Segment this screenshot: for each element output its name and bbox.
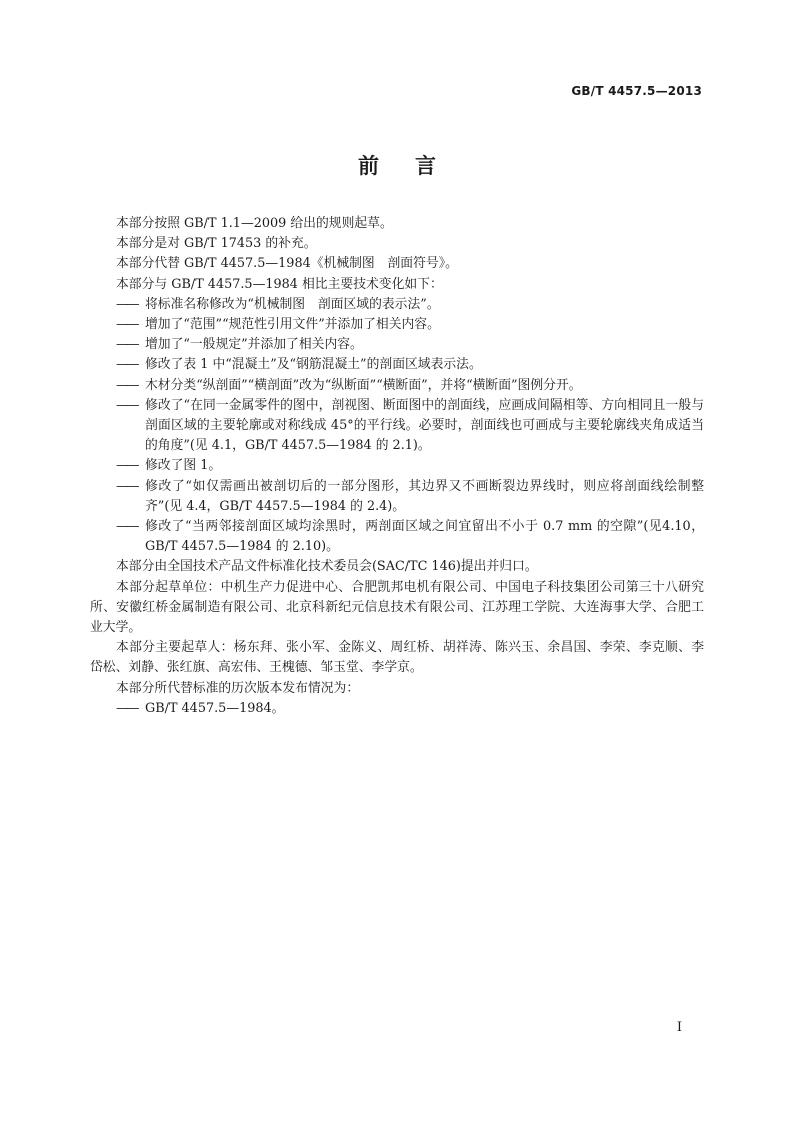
change-item-text: 将标准名称修改为“机械制图 剖面区域的表示法”。: [145, 296, 440, 312]
dash-marker: ——: [116, 296, 138, 312]
change-item: [90, 295, 704, 315]
change-item-text: GB/T 4457.5—1984。: [145, 700, 285, 716]
change-item: [90, 477, 704, 517]
change-item: [90, 315, 704, 335]
change-item-text: 增加了“一般规定”并添加了相关内容。: [145, 337, 363, 353]
dash-marker: ——: [116, 458, 138, 474]
change-item-text: 修改了“在同一金属零件的图中，剖视图、断面图中的剖面线，应画成间隔相等、方向相同且一般与剖面区域的主要轮廓或对称线成 45°的平行线。必要时，剖面线也可画成与主要轮廓线夹角成适当的角度”(见 4.1，GB/T 4457.5—1984 的 2.1)。: [145, 397, 704, 454]
dash-marker: ——: [116, 357, 138, 373]
page-number: I: [676, 1020, 682, 1035]
change-item: [90, 456, 704, 476]
change-item-text: 修改了“如仅需画出被剖切后的一部分图形，其边界又不画断裂边界线时，则应将剖面线绘制整齐”(见 4.4，GB/T 4457.5—1984 的 2.4)。: [145, 478, 704, 514]
change-item: [90, 335, 704, 355]
change-item: [90, 376, 704, 396]
change-item-text: 木材分类“纵剖面”“横剖面”改为“纵断面”“横断面”，并将“横断面”图例分开。: [145, 377, 582, 393]
paragraph: 本部分主要起草人：杨东拜、张小军、金陈义、周红桥、胡祥涛、陈兴玉、余昌国、李荣、李克顺、李岱松、刘静、张红旗、高宏伟、王槐德、邹玉堂、李学京。: [90, 640, 704, 676]
change-item: [90, 699, 704, 719]
change-item: [90, 396, 704, 457]
dash-marker: ——: [116, 337, 138, 353]
change-item: [90, 517, 704, 557]
change-item-text: 修改了表 1 中“混凝土”及“钢筋混凝土”的剖面区域表示法。: [145, 357, 482, 373]
paragraph: 本部分是对 GB/T 17453 的补充。: [116, 236, 317, 252]
change-item: [90, 355, 704, 375]
dash-marker: ——: [116, 700, 138, 716]
page-title: [0, 150, 794, 180]
paragraph: 本部分按照 GB/T 1.1—2009 给出的规则起草。: [116, 216, 393, 231]
paragraph: 本部分所代替标准的历次版本发布情况为：: [116, 680, 360, 696]
standard-code: GB/T 4457.5—2013: [571, 84, 702, 98]
paragraph: 本部分由全国技术产品文件标准化技术委员会(SAC/TC 146)提出并归口。: [116, 559, 538, 575]
change-item-text: 增加了“范围”“规范性引用文件”并添加了相关内容。: [145, 317, 440, 333]
foreword-body: [90, 214, 704, 719]
paragraph: 本部分与 GB/T 4457.5—1984 相比主要技术变化如下：: [116, 276, 443, 292]
title-char-2: 言: [415, 154, 436, 178]
dash-marker: ——: [116, 377, 138, 393]
dash-marker: ——: [116, 478, 138, 494]
dash-marker: ——: [116, 519, 138, 535]
dash-marker: ——: [116, 397, 138, 413]
change-item-text: 修改了图 1。: [145, 458, 222, 474]
dash-marker: ——: [116, 317, 138, 333]
title-char-1: 前: [358, 154, 379, 178]
paragraph: 本部分起草单位：中机生产力促进中心、合肥凯邦电机有限公司、中国电子科技集团公司第三十八研究所、安徽红桥金属制造有限公司、北京科新纪元信息技术有限公司、江苏理工学院、大连海事大学、合肥工业大学。: [90, 579, 704, 636]
change-item-text: 修改了“当两邻接剖面区域均涂黑时，两剖面区域之间宜留出不小于 0.7 mm 的空隙”(见4.10，GB/T 4457.5—1984 的 2.10)。: [145, 519, 704, 555]
paragraph: 本部分代替 GB/T 4457.5—1984《机械制图 剖面符号》。: [116, 256, 458, 272]
